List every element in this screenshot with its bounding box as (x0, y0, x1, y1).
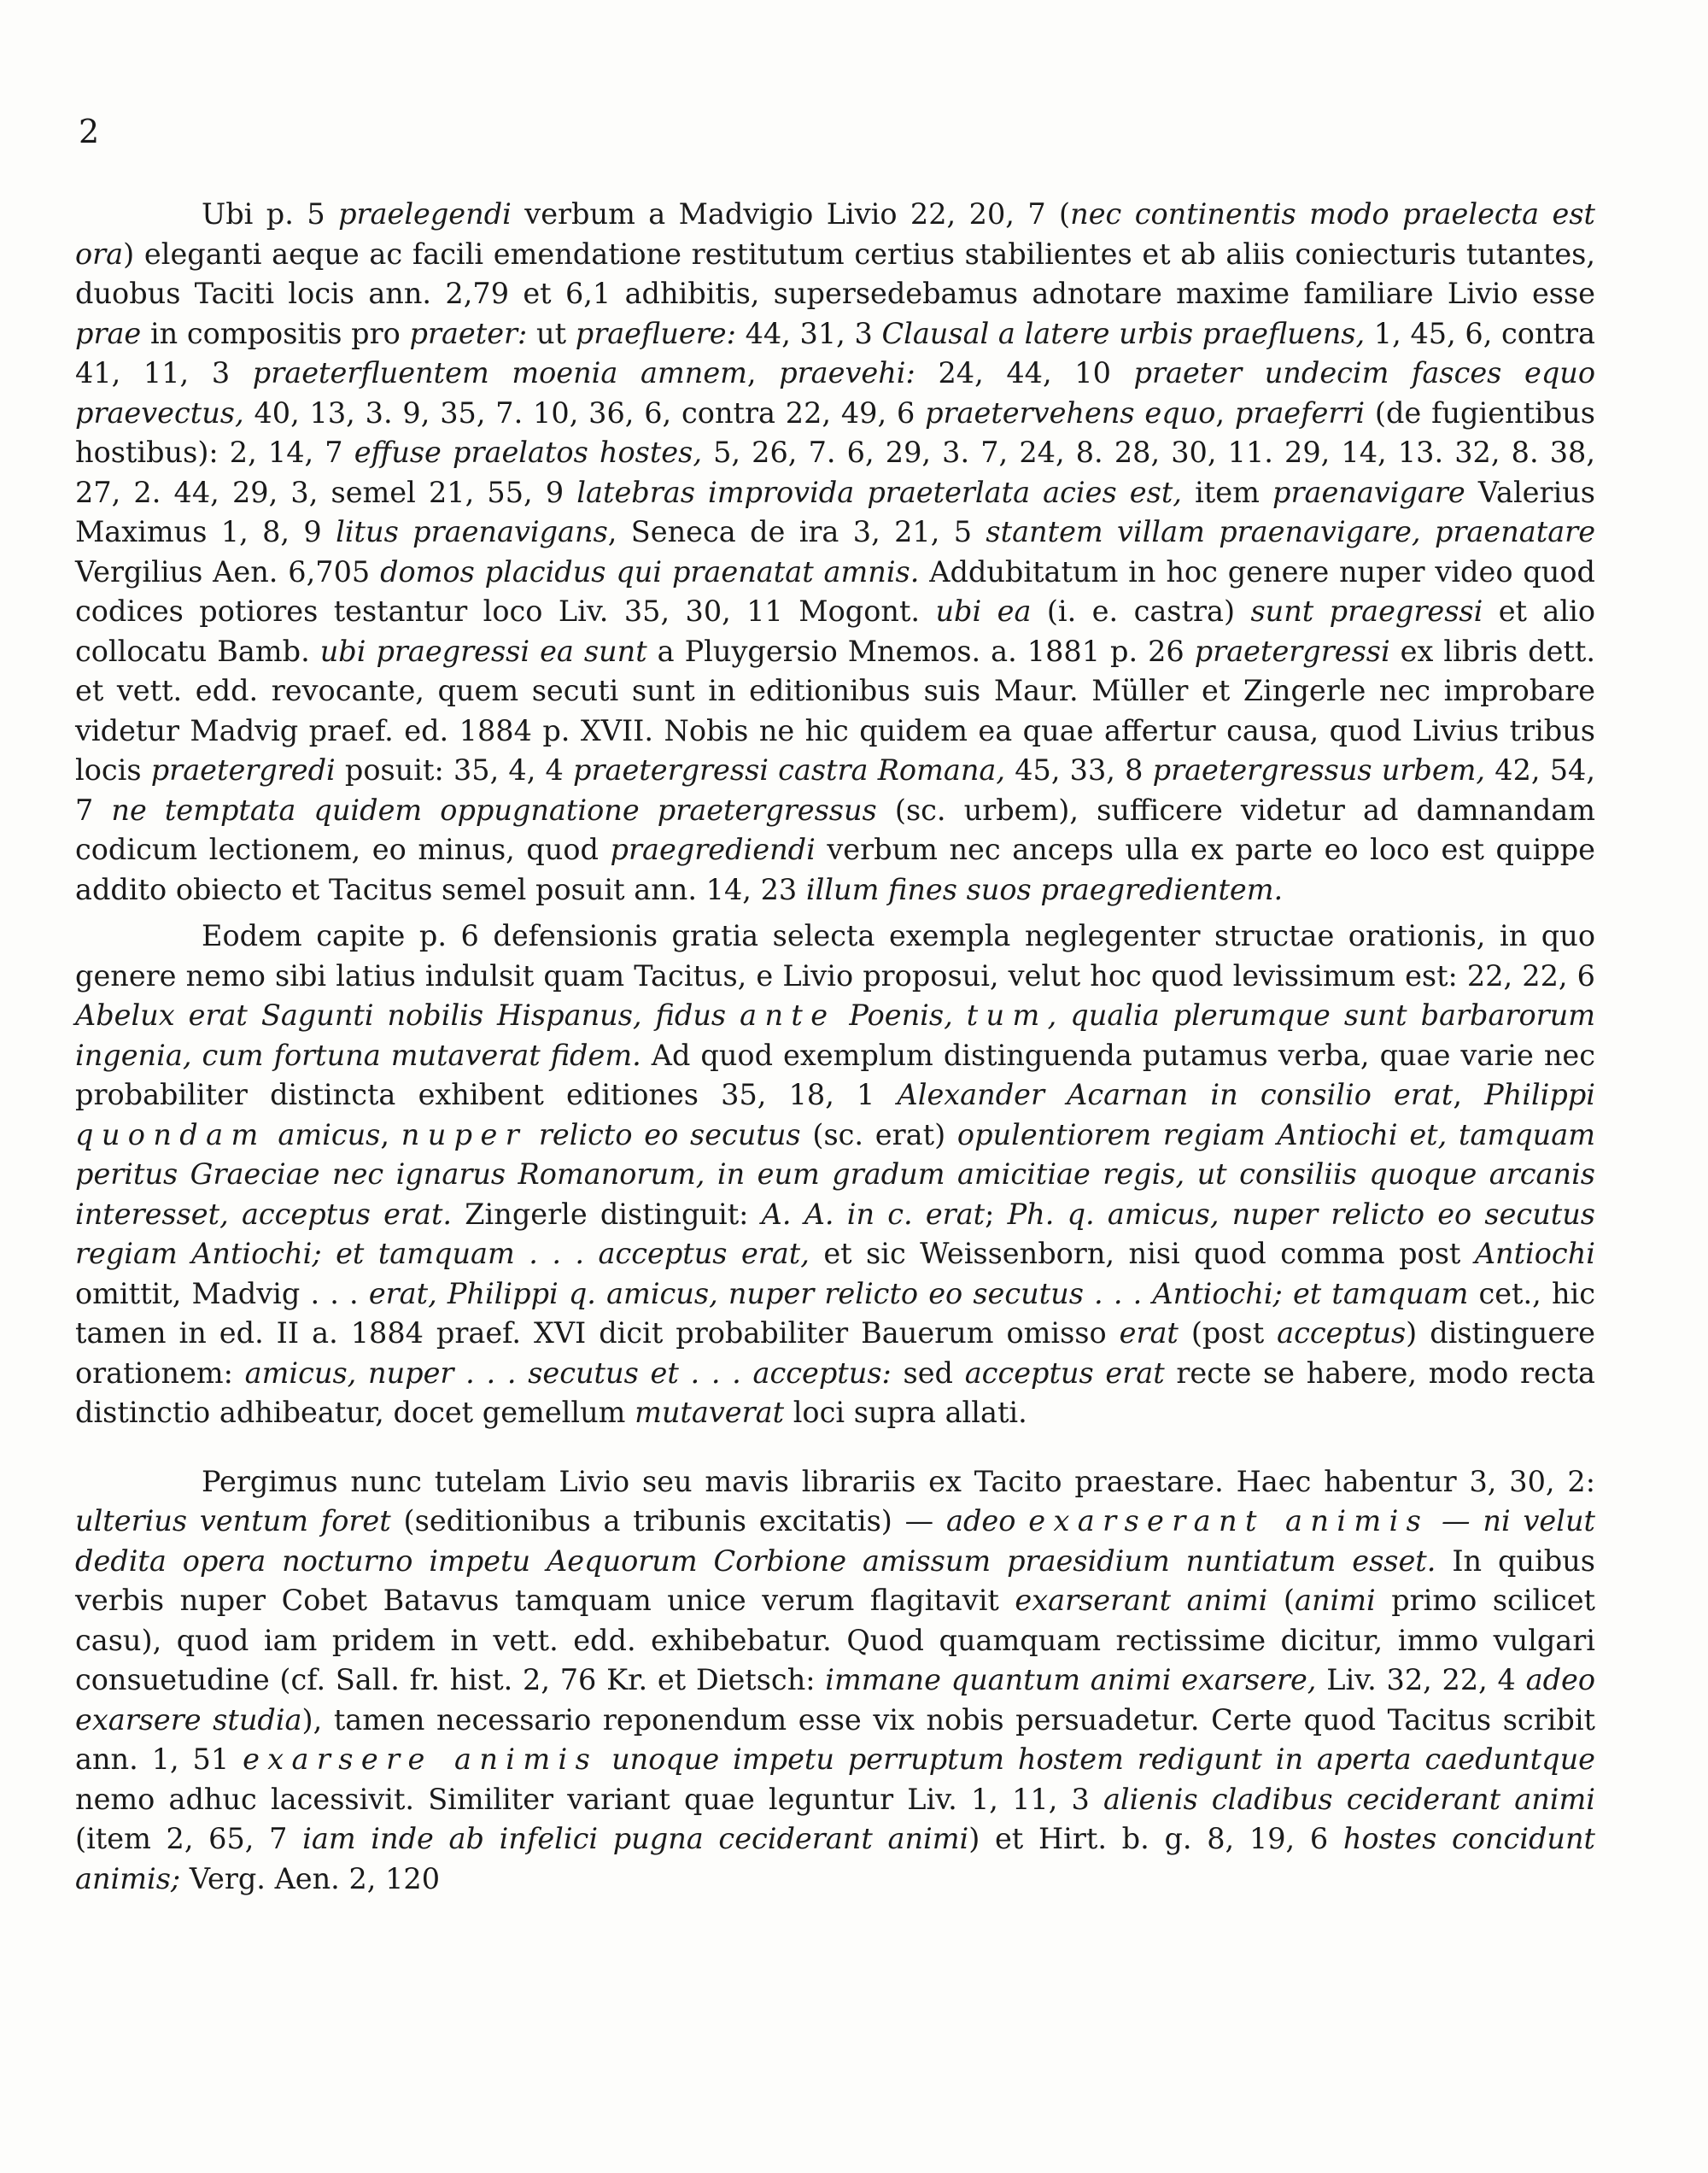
italic-quote: — ni velut dedita opera nocturno impetu Aequorum Corbione amissum praesidium nuntiatum esset. (75, 1504, 1596, 1578)
italic-quote: praeterfluentem moenia amnem (252, 356, 747, 390)
text-run: Ubi p. 5 (202, 197, 339, 231)
text-run: In quibus verbis nuper Cobet Batavus tamquam unice verum flagitavit (75, 1543, 1595, 1617)
text-run: , (746, 356, 780, 390)
text-run: , (1453, 1078, 1485, 1111)
italic-quote: relicto eo secutus (527, 1117, 801, 1151)
italic-quote: A. A. in c. erat (761, 1197, 986, 1231)
italic-quote: opulentiorem regiam Antiochi et, tamquam peritus Graeciae nec ignarus Romanorum, in eum gradum amicitiae regis, ut consiliis quoque arcanis interesset, acceptus erat. (75, 1117, 1595, 1231)
italic-quote: immane quantum animi exarsere, (825, 1663, 1317, 1696)
text-run: Pergimus nunc tutelam Livio seu mavis librariis ex Tacito praestare. Haec habentur 3, 30, 2: (202, 1464, 1595, 1498)
text-run: ; (985, 1197, 1008, 1231)
text-run: (de fugientibus hostibus): 2, 14, 7 (75, 395, 1595, 469)
italic-quote: praetervehens equo (925, 395, 1216, 430)
text-run: verbum a Madvigio Livio 22, 20, 7 ( (511, 197, 1071, 231)
text-run: Zingerle distinguit: (452, 1197, 762, 1231)
text-run: cet., hic tamen in ed. II a. 1884 praef. XVI dicit probabiliter Bauerum omisso (75, 1276, 1596, 1350)
italic-quote: illum fines suos praegredientem. (805, 872, 1284, 906)
text-run: ( (1267, 1584, 1295, 1617)
italic-quote: Antiochi (1474, 1237, 1595, 1270)
italic-quote: nec continentis modo praelecta est ora (75, 197, 1595, 271)
text-run: (sc. urbem), sufficere videtur ad damnandam codicum lectionem, eo minus, quod (75, 793, 1596, 866)
text-run: 5, 26, 7. 6, 29, 3. 7, 24, 8. 28, 30, 11. 29, 14, 13. 32, 8. 38, 27, 2. 44, 29, 3, semel 21, 55, 9 (75, 436, 1595, 509)
italic-quote: praelegendi (338, 197, 512, 231)
italic-quote: amicus, nuper . . . secutus et . . . acceptus: (244, 1356, 892, 1390)
italic-quote: iam inde ab infelici pugna ceciderant animi (302, 1822, 969, 1855)
italic-quote: adeo exarsere studia (75, 1663, 1596, 1737)
italic-quote: exarsere animis (243, 1742, 599, 1776)
italic-quote: mutaverat (635, 1396, 785, 1429)
text-run: Valerius Maximus 1, 8, 9 (75, 475, 1595, 548)
text-run: (post (1178, 1316, 1278, 1350)
italic-quote: exarserant animi (1015, 1584, 1268, 1617)
italic-quote: praeter: (409, 316, 528, 350)
italic-quote: unoque impetu perruptum hostem redigunt in aperta caeduntque (598, 1742, 1595, 1776)
italic-quote: exarserant animis (1028, 1504, 1430, 1538)
italic-quote: ante (740, 999, 836, 1032)
italic-quote: Philippi (1484, 1078, 1596, 1111)
italic-quote: Poenis, (835, 999, 967, 1032)
italic-quote: praetergressi castra Romana, (573, 753, 1006, 787)
italic-quote: ulterius ventum foret (75, 1504, 391, 1538)
italic-quote: ubi praegressi ea sunt (319, 634, 647, 668)
text-run: Addubitatum in hoc genere nuper video quod codices potiores testantur loco Liv. 35, 30, 11 Mogont. (75, 554, 1595, 628)
italic-quote: erat (1119, 1316, 1179, 1350)
text-run: verbum nec anceps ulla ex parte eo loco est quippe addito obiecto et Tacitus semel posuit ann. 14, 23 (75, 833, 1596, 906)
text-run: Eodem capite p. 6 defensionis gratia selecta exempla neglegenter structae orationis, in quo genere nemo sibi latius indulsit quam Tacitus, e Livio proposui, velut hoc quod levissimum est: 22, 22, 6 (75, 919, 1595, 993)
text-run: (item 2, 65, 7 (75, 1822, 303, 1855)
text-run: primo scilicet casu), quod iam pridem in vett. edd. exhibebatur. Quod quamquam rectissime dicitur, immo vulgari consuetudine (cf. Sall. fr. hist. 2, 76 Kr. et Dietsch: (75, 1584, 1595, 1696)
text-run: ex libris dett. et vett. edd. revocante, quem secuti sunt in editionibus suis Maur. Müller et Zingerle nec improbare videtur Madvig praef. ed. 1884 p. XVII. Nobis ne hic quidem ea quae affertur causa, quod Livius tribus locis (75, 634, 1596, 787)
italic-quote: praetergressi (1194, 634, 1390, 668)
italic-quote: praetergredi (150, 753, 336, 787)
text-run (1421, 515, 1435, 548)
italic-quote: Alexander Acarnan in consilio erat (897, 1078, 1454, 1111)
text-run: , (380, 1117, 401, 1151)
italic-quote: ne temptata quidem oppugnatione praetergressus (111, 793, 877, 827)
italic-quote: adeo (946, 1504, 1029, 1538)
text-run: (i. e. castra) (1031, 594, 1251, 628)
body-text (75, 195, 1595, 1899)
italic-quote: praegrediendi (610, 833, 816, 866)
text-run: omittit, Madvig . . . (75, 1276, 369, 1310)
text-run: Vergilius Aen. 6,705 (75, 554, 381, 589)
italic-quote: amicus (266, 1117, 381, 1151)
italic-quote: Ph. q. amicus, nuper relicto eo secutus regiam Antiochi; et tamquam . . . acceptus erat, (75, 1197, 1595, 1270)
text-run: , (1215, 395, 1235, 430)
text-run: et alio collocatu Bamb. (75, 594, 1595, 668)
italic-quote: acceptus (1277, 1316, 1407, 1350)
text-run: (sc. erat) (800, 1117, 957, 1151)
italic-quote: praenatare (1434, 515, 1596, 548)
text-run: item (1181, 475, 1273, 509)
paragraph-praelegendi (75, 195, 1595, 910)
paragraph-pergimus (75, 1462, 1595, 1900)
page-number: 2 (79, 113, 100, 150)
italic-quote: ubi ea (935, 594, 1032, 628)
italic-quote: praenavigare (1272, 475, 1465, 509)
text-run: 1, 45, 6, contra 41, 11, 3 (75, 316, 1595, 390)
italic-quote: Abelux erat Sagunti nobilis Hispanus, fidus (75, 999, 740, 1032)
text-run: 24, 44, 10 (915, 356, 1134, 390)
italic-quote: latebras improvida praeterlata acies est, (576, 475, 1182, 509)
text-run: posuit: 35, 4, 4 (335, 753, 574, 787)
italic-quote: praefluere: (575, 316, 736, 350)
italic-quote: erat, Philippi q. amicus, nuper relicto eo secutus . . . Antiochi; et tamquam (368, 1276, 1469, 1310)
italic-quote: effuse praelatos hostes, (354, 436, 702, 469)
text-run: sed (891, 1356, 965, 1390)
italic-quote: prae (75, 316, 142, 350)
italic-quote: domos placidus qui praenatat amnis. (380, 554, 920, 589)
text-run: a Pluygersio Mnemos. a. 1881 p. 26 (646, 634, 1195, 668)
text-run: 42, 54, 7 (75, 753, 1595, 827)
text-run: ) et Hirt. b. g. 8, 19, 6 (968, 1822, 1343, 1855)
italic-quote: Clausal a latere urbis praefluens, (881, 316, 1366, 350)
text-run: , Seneca de ira 3, 21, 5 (607, 515, 986, 548)
italic-quote: praevehi: (779, 356, 915, 390)
italic-quote: stantem villam praenavigare, (986, 515, 1421, 548)
text-run: (seditionibus a tribunis excitatis) — (390, 1504, 947, 1538)
text-run: ut (527, 316, 576, 350)
italic-quote: quondam (75, 1117, 266, 1151)
text-run: Verg. Aen. 2, 120 (180, 1861, 441, 1895)
text-run: ) eleganti aeque ac facili emendatione restitutum certius stabilientes et ab aliis coniecturis tutantes, duobus Taciti locis ann. 2,79 et 6,1 adhibitis, supersedebamus adnotare maxime familiare Livio esse (75, 237, 1595, 310)
italic-quote: sunt praegressi (1250, 594, 1483, 628)
italic-quote: , qualia plerumque sunt barbarorum ingenia, cum fortuna mutaverat fidem. (75, 999, 1595, 1072)
text-run: 40, 13, 3. 9, 35, 7. 10, 36, 6, contra 22, 49, 6 (243, 395, 926, 430)
text-run: 45, 33, 8 (1005, 753, 1153, 787)
text-run: loci supra allati. (784, 1396, 1027, 1429)
text-run: ) distinguere orationem: (75, 1316, 1595, 1390)
text-run: recte se habere, modo recta distinctio adhibeatur, docet gemellum (75, 1356, 1596, 1429)
italic-quote: alienis cladibus ceciderant animi (1103, 1782, 1595, 1816)
text-run: Ad quod exemplum distinguenda putamus verba, quae varie nec probabiliter distincta exhibent editiones 35, 18, 1 (75, 1038, 1596, 1111)
text-run: 44, 31, 3 (735, 316, 882, 350)
italic-quote: nuper (401, 1117, 528, 1151)
italic-quote: praeferri (1234, 395, 1366, 430)
italic-quote: litus praenavigans (336, 515, 608, 548)
paragraph-eodem-capite (75, 917, 1595, 1433)
text-run: et sic Weissenborn, nisi quod comma post (809, 1237, 1475, 1270)
italic-quote: hostes concidunt animis; (75, 1822, 1595, 1895)
italic-quote: tum (966, 999, 1048, 1032)
italic-quote: animi (1294, 1584, 1376, 1617)
text-run: Liv. 32, 22, 4 (1316, 1663, 1526, 1696)
italic-quote: praetergressus urbem, (1152, 753, 1486, 787)
italic-quote: praeter undecim fasces equo praevectus, (75, 356, 1596, 430)
text-run: in compositis pro (141, 316, 410, 350)
italic-quote: acceptus erat (964, 1356, 1165, 1390)
text-run: nemo adhuc lacessivit. Similiter variant quae leguntur Liv. 1, 11, 3 (75, 1782, 1103, 1816)
text-run: ), tamen necessario reponendum esse vix nobis persuadetur. Certe quod Tacitus scribit ann. 1, 51 (75, 1702, 1596, 1776)
